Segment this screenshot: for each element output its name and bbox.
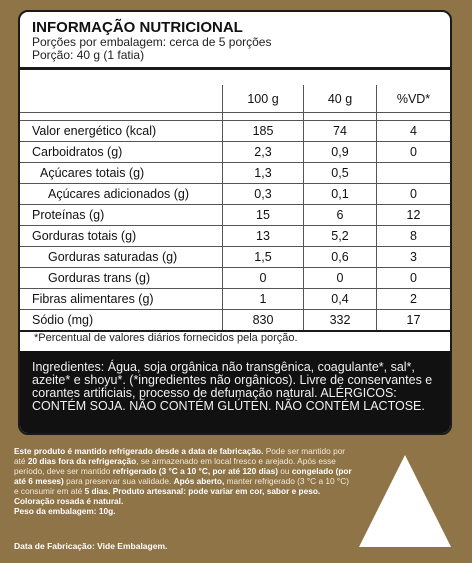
dv-footnote: *Percentual de valores diários fornecidos pela porção. xyxy=(34,332,298,344)
storage-text-bold: 20 dias fora da refrigeração xyxy=(27,456,137,466)
header-divider xyxy=(20,67,450,70)
table-row: Carboidratos (g) 2,3 0,9 0 xyxy=(20,142,450,163)
storage-instructions xyxy=(14,446,354,516)
table-row: Açúcares adicionados (g) 0,3 0,1 0 xyxy=(20,184,450,205)
table-row: Gorduras saturadas (g) 1,5 0,6 3 xyxy=(20,247,450,268)
storage-text-bold: congelado (por até 6 meses) xyxy=(14,466,352,486)
table-row: Fibras alimentares (g) 1 0,4 2 xyxy=(20,289,450,310)
serving-size: Porção: 40 g (1 fatia) xyxy=(32,48,145,62)
column-header-100g: 100 g xyxy=(223,85,304,113)
table-row: Açúcares totais (g) 1,3 0,5 xyxy=(20,163,450,184)
table-row: Proteínas (g) 15 6 12 xyxy=(20,205,450,226)
ingredients-text: Ingredientes: Água, soja orgânica não transgênica, coagulante*, sal*, azeite* e shoyu*. (*ingredientes não orgânicos). Livre de conservantes e corantes artificiais, processo de defumação natural. ALÉRGICOS: CONTÉM SOJA. NÃO CONTÉM GLÚTEN. NÃO CONTÉM LACTOSE. xyxy=(32,360,433,413)
table-row: Gorduras totais (g) 13 5,2 8 xyxy=(20,226,450,247)
package-weight: Peso da embalagem: 10g. xyxy=(14,506,116,516)
table-row: Gorduras trans (g) 0 0 0 xyxy=(20,268,450,289)
nutrition-header xyxy=(32,20,271,62)
storage-text-bold: 5 dias. xyxy=(84,486,111,496)
header-blank-cell xyxy=(20,85,223,113)
storage-text: para preservar sua validade. xyxy=(63,476,174,486)
storage-text-bold: Este produto é mantido refrigerado desde a data de fabricação. xyxy=(14,446,264,456)
table-row: Sódio (mg) 830 332 17 xyxy=(20,310,450,332)
spacer-row xyxy=(20,113,450,121)
table-row: Valor energético (kcal) 185 74 4 xyxy=(20,121,450,142)
storage-text: ou xyxy=(277,466,292,476)
column-header-dv: %VD* xyxy=(377,85,451,113)
triangle-icon xyxy=(357,453,453,549)
storage-text: manter refrigerado (3 °C a 10 °C) e consumir em até xyxy=(14,476,349,496)
triangle-shape xyxy=(359,455,451,547)
servings-per-package: Porções por embalagem: cerca de 5 porções xyxy=(32,35,272,49)
storage-text: Pode ser mantido por até xyxy=(14,446,346,466)
manufacture-date: Data de Fabricação: Vide Embalagem. xyxy=(14,541,168,551)
table-header-row xyxy=(20,85,450,113)
nutrition-title: INFORMAÇÃO NUTRICIONAL xyxy=(32,19,243,36)
column-header-serving: 40 g xyxy=(304,85,377,113)
storage-text: , se armazenado em local fresco e arejado. Após esse período, deve ser mantido xyxy=(14,456,336,476)
storage-text-bold: Produto artesanal: pode variar em cor, sabor e peso. Coloração rosada é natural. xyxy=(14,486,321,506)
storage-text-bold: Após aberto, xyxy=(173,476,225,486)
storage-text-bold: refrigerado (3 °C a 10 °C, por até 120 dias) xyxy=(112,466,278,476)
nutrition-table xyxy=(20,85,450,332)
ingredients-box xyxy=(20,351,450,435)
nutrition-facts-panel xyxy=(18,10,452,435)
